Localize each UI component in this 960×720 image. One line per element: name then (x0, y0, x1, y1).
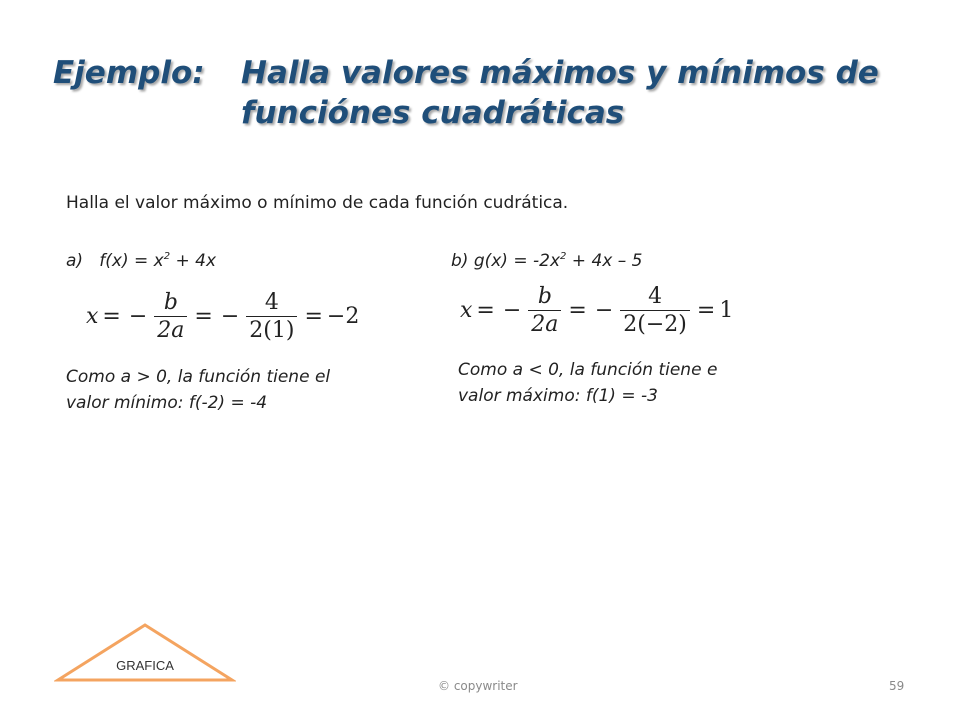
formula-a-frac1-den: 2a (154, 316, 187, 343)
part-b-conclusion-line-1: Como a < 0, la función tiene e (458, 360, 718, 380)
part-a-function-suffix: + 4x (170, 251, 217, 271)
formula-b-result: 1 (719, 298, 734, 323)
intro-text: Halla el valor máximo o mínimo de cada función cudrática. (66, 193, 569, 213)
grafica-button-label: GRAFICA (116, 658, 174, 673)
part-b-conclusion (458, 357, 717, 409)
triangle-icon (54, 623, 236, 683)
part-b-exponent: 2 (560, 251, 567, 262)
formula-a-fraction-2 (246, 290, 297, 343)
formula-a-frac1-num: b (163, 290, 178, 315)
part-a-function: f(x) = x (99, 251, 164, 271)
formula-b-fraction-2 (620, 284, 690, 337)
title-line-2: funciónes cuadráticas (241, 95, 625, 131)
grafica-button[interactable] (54, 623, 236, 683)
formula-a-fraction-1 (154, 290, 187, 343)
formula-a-lhs: x (86, 304, 99, 329)
part-a-label: a) (66, 251, 84, 271)
title-line-1: Halla valores máximos y mínimos de (241, 55, 879, 91)
formula-a-frac2-num: 4 (264, 290, 279, 315)
part-b-function-suffix: + 4x – 5 (566, 251, 643, 271)
formula-b-frac1-den: 2a (528, 310, 561, 337)
page-number: 59 (889, 679, 905, 693)
part-a-conclusion-line-1: Como a > 0, la función tiene el (66, 367, 331, 387)
part-b-heading (451, 251, 642, 271)
part-b-function: b) g(x) = -2x (451, 251, 561, 271)
title-label: Ejemplo: (53, 55, 205, 91)
formula-b-frac1-num: b (537, 284, 552, 309)
part-a-conclusion (66, 364, 330, 416)
part-a-conclusion-line-2: valor mínimo: f(-2) = -4 (66, 393, 268, 413)
footer-copyright: © copywriter (438, 679, 518, 693)
formula-b-frac2-num: 4 (648, 284, 663, 309)
formula-b-fraction-1 (528, 284, 561, 337)
part-b-conclusion-line-2: valor máximo: f(1) = -3 (458, 386, 658, 406)
formula-b-lhs: x (460, 298, 473, 323)
formula-a-result: −2 (326, 304, 360, 329)
part-a-formula: x = − $\frac{b}{2a}$ = − $\frac{4}{2(1)}$ = −2 (86, 290, 360, 343)
formula-a-frac2-den: 2(1) (246, 316, 297, 343)
part-a-exponent: 2 (163, 251, 171, 262)
formula-b-frac2-den: 2(−2) (620, 310, 690, 337)
part-a-heading (66, 251, 216, 271)
part-b-formula: x = − $\frac{b}{2a}$ = − $\frac{4}{2(-2)}$ = 1 (460, 284, 734, 337)
